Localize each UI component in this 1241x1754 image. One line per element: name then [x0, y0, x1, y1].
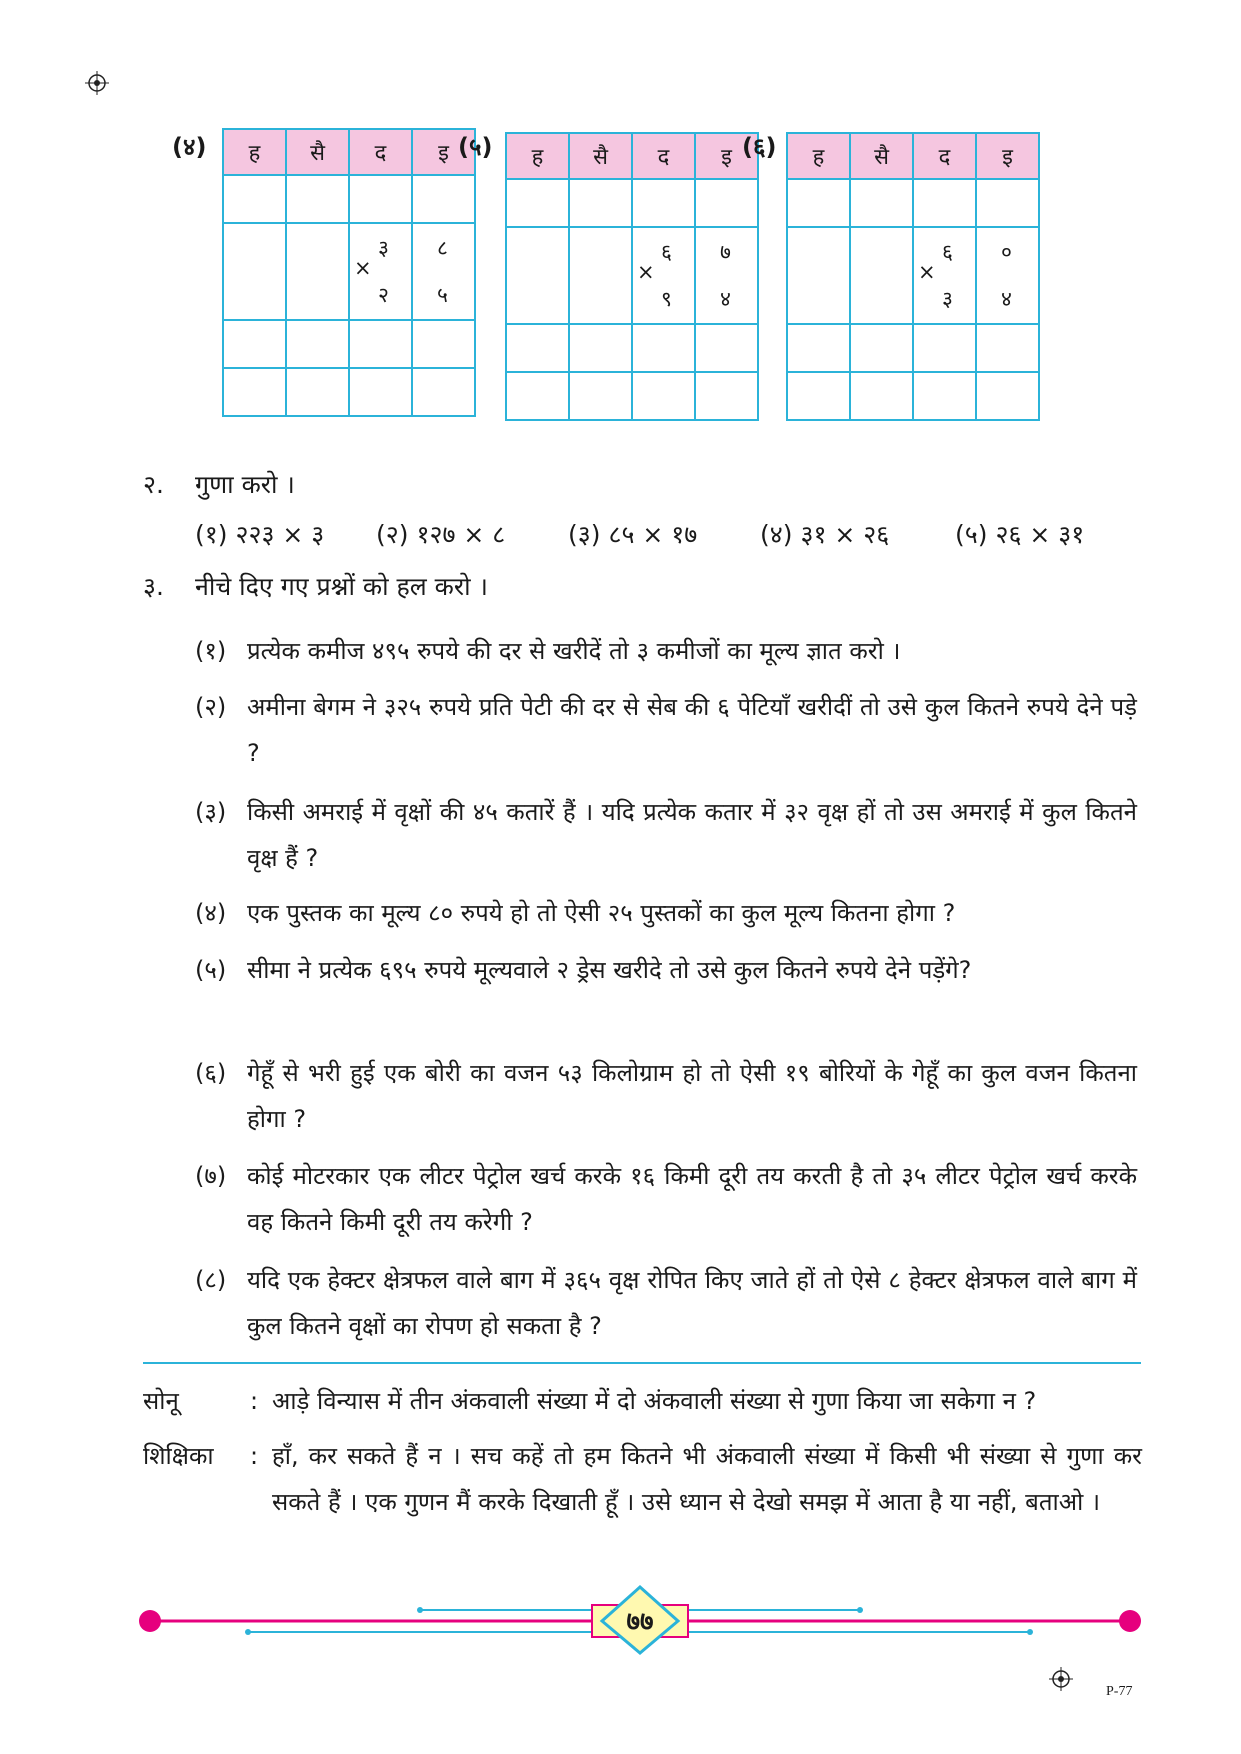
- exercise-item: (४) ३१ × २६: [760, 520, 890, 549]
- question-number: २.: [143, 470, 164, 499]
- item-number: (१): [195, 637, 227, 665]
- header-thousands: सै: [569, 133, 632, 179]
- digit-cell: [695, 227, 758, 324]
- header-tens: द: [632, 133, 695, 179]
- question-title: गुणा करो ।: [195, 470, 295, 499]
- dialogue-text: हाँ, कर सकते हैं न । सच कहें तो हम कितने भी अंकवाली संख्या में किसी भी संख्या से गुणा कर सकते हैं । एक गुणन मैं करके दिखाती हूँ । उसे ध्यान से देखो समझ में आता है या नहीं, बताओ ।: [272, 1442, 1142, 1516]
- item-number: (३): [195, 798, 227, 826]
- header-tens: द: [349, 129, 412, 175]
- header-tens: द: [913, 133, 976, 179]
- place-value-grid: [505, 132, 759, 421]
- multiplicand-digit: ६: [661, 240, 672, 264]
- exercise-item: (३) ८५ × १७: [568, 520, 698, 549]
- exercise-item: (५) २६ × ३१: [955, 520, 1085, 549]
- item-text: एक पुस्तक का मूल्य ८० रुपये हो तो ऐसी २५ पुस्तकों का कुल मूल्य कितना होगा ?: [247, 899, 956, 927]
- item-text: कोई मोटरकार एक लीटर पेट्रोल खर्च करके १६ किमी दूरी तय करती है तो ३५ लीटर पेट्रोल खर्च करके वह कितने किमी दूरी तय करेगी ?: [247, 1162, 1137, 1236]
- dialogue-speaker: सोनू: [143, 1387, 179, 1415]
- dialogue-colon: :: [250, 1387, 259, 1415]
- header-ones: इ: [412, 129, 475, 175]
- multiplicand-digit: ८: [437, 236, 448, 260]
- multiply-sign: ×: [918, 260, 936, 284]
- multiplier-digit: ४: [720, 287, 731, 311]
- item-number: (६): [195, 1059, 227, 1087]
- item-text: किसी अमराई में वृक्षों की ४५ कतारें हैं । यदि प्रत्येक कतार में ३२ वृक्ष हों तो उस अमराई में कुल कितने वृक्ष हैं ?: [247, 798, 1137, 872]
- multiply-sign: ×: [637, 260, 655, 284]
- section-divider: [143, 1362, 1141, 1364]
- place-value-grid: [786, 132, 1040, 421]
- dialogue-text: आड़े विन्यास में तीन अंकवाली संख्या में दो अंकवाली संख्या से गुणा किया जा सकेगा न ?: [272, 1387, 1037, 1415]
- item-text: यदि एक हेक्टर क्षेत्रफल वाले बाग में ३६५ वृक्ष रोपित किए जाते हों तो ऐसे ८ हेक्टर क्षेत्रफल वाले बाग में कुल कितने वृक्षों का रोपण हो सकता है ?: [247, 1266, 1137, 1340]
- multiplier-digit: ४: [1001, 287, 1012, 311]
- multiplier-digit: ५: [437, 283, 448, 307]
- multiplicand-digit: ०: [1001, 240, 1012, 264]
- print-code: P-77: [1106, 1684, 1133, 1699]
- digit-cell: [976, 227, 1039, 324]
- item-number: (२): [195, 693, 227, 721]
- multiplier-digit: २: [378, 283, 389, 307]
- header-hundreds: ह: [506, 133, 569, 179]
- item-text: अमीना बेगम ने ३२५ रुपये प्रति पेटी की दर से सेब की ६ पेटियाँ खरीदीं तो उसे कुल कितने रुपये देने पड़े ?: [247, 693, 1137, 767]
- exercise-item: (२) १२७ × ८: [376, 520, 506, 549]
- header-thousands: सै: [286, 129, 349, 175]
- multiplier-digit: ३: [942, 287, 953, 311]
- dialogue-speaker: शिक्षिका: [143, 1442, 214, 1470]
- question-title: नीचे दिए गए प्रश्नों को हल करो ।: [195, 572, 488, 601]
- item-number: (७): [195, 1162, 227, 1190]
- page-number: ७७: [626, 1607, 654, 1637]
- item-number: (५): [195, 956, 227, 984]
- multiplicand-digit: ६: [942, 240, 953, 264]
- header-ones: इ: [695, 133, 758, 179]
- digit-cell: [632, 227, 695, 324]
- header-ones: इ: [976, 133, 1039, 179]
- multiplicand-digit: ७: [720, 240, 731, 264]
- item-number: (८): [195, 1266, 227, 1294]
- header-hundreds: ह: [787, 133, 850, 179]
- place-value-grid: [222, 128, 476, 417]
- item-number: (४): [195, 899, 227, 927]
- grid-label: (५): [458, 133, 493, 161]
- header-hundreds: ह: [223, 129, 286, 175]
- item-text: गेहूँ से भरी हुई एक बोरी का वजन ५३ किलोग्राम हो तो ऐसी १९ बोरियों के गेहूँ का कुल वजन कितना होगा ?: [247, 1059, 1137, 1133]
- multiply-sign: ×: [354, 256, 372, 280]
- registration-mark-icon: [82, 68, 112, 98]
- dialogue-colon: :: [250, 1442, 259, 1470]
- question-number: ३.: [143, 572, 164, 601]
- grid-label: (६): [742, 133, 777, 161]
- grid-label: (४): [172, 133, 207, 161]
- registration-mark-icon: [1046, 1664, 1076, 1694]
- item-text: सीमा ने प्रत्येक ६९५ रुपये मूल्यवाले २ ड्रेस खरीदे तो उसे कुल कितने रुपये देने पड़ेंगे?: [247, 956, 972, 984]
- digit-cell: [913, 227, 976, 324]
- multiplier-digit: ९: [661, 287, 672, 311]
- digit-cell: [349, 223, 412, 320]
- exercise-item: (१) २२३ × ३: [195, 520, 325, 549]
- multiplicand-digit: ३: [378, 236, 389, 260]
- item-text: प्रत्येक कमीज ४९५ रुपये की दर से खरीदें तो ३ कमीजों का मूल्य ज्ञात करो ।: [247, 637, 901, 665]
- digit-cell: [412, 223, 475, 320]
- header-thousands: सै: [850, 133, 913, 179]
